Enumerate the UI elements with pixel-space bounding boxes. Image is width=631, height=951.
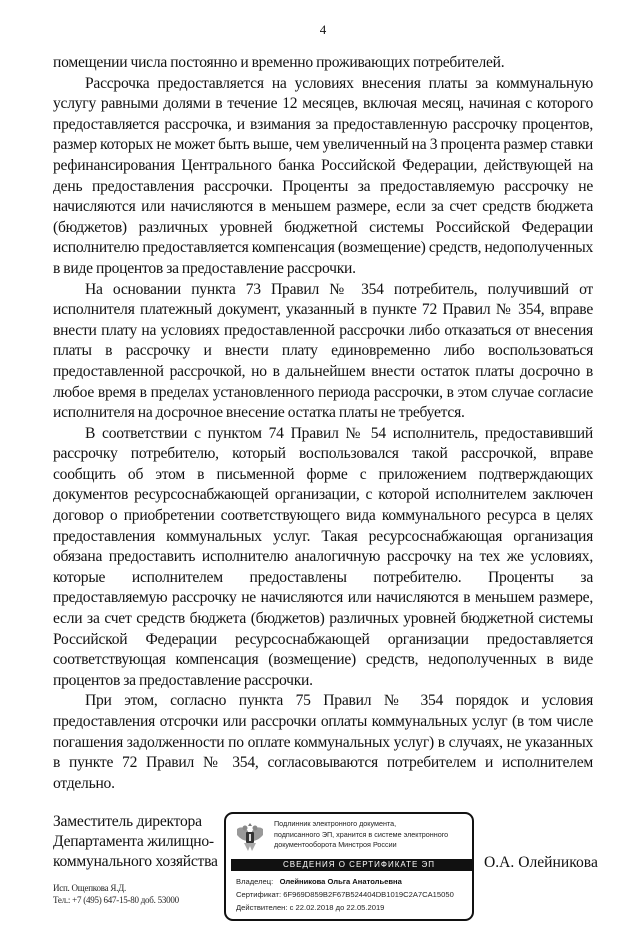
stamp-header: [274, 819, 448, 851]
paragraph: При этом, согласно пункта 75 Правил № 354 порядок и условия предоставления отсрочки или рассрочки оплаты коммунальных услуг (в том числе погашения задолженности по оплате коммунальных услуг) в случаях, не указанных в пункте 72 Правил № 354, согласовываются потребителем и исполнителем отдельно.: [53, 692, 593, 792]
page-number: 4: [319, 22, 327, 37]
validity-value: с 22.02.2018 до 22.05.2019: [289, 903, 385, 913]
paragraph: На основании пункта 73 Правил № 354 потребитель, получивший от исполнителя платежный документ, указанный в пункте 72 Правил № 354, вправе внести плату на условиях предоставленной рассрочки либо отказаться от внесения платы в рассрочку и внести плату единовременно либо воспользоваться предоставленной рассрочкой, но в дальнейшем внести остаток платы досрочно в любое время в пределах установленного периода рассрочки, в этом случае согласие исполнителя на досрочное внесение остатка платы не требуется.: [53, 280, 593, 422]
certificate-label: Сертификат:: [236, 890, 282, 900]
validity-row: [236, 901, 472, 914]
signatory-position: [53, 812, 218, 872]
certificate-info-bar: [231, 859, 472, 871]
validity-label: Действителен:: [236, 903, 288, 913]
stamp-header-line: документооборота Минстроя России: [274, 840, 397, 850]
paragraph: Рассрочка предоставляется на условиях внесения платы за коммунальную услугу равными долями в течение 12 месяцев, включая месяц, начиная с которого предоставляется рассрочка, и взимания за предоставленную рассрочку процентов, размер которых не может быть выше, чем увеличенный на 3 процента размер ставки рефинансирования Центрального банка Российской Федерации, действующей на день предоставления рассрочки. Проценты за предоставляемую рассрочку не начисляются или начисляются в меньшем размере, если за счет средств бюджета (бюджетов) различных уровней бюджетной системы Российской Федерации исполнителю предоставляется компенсация (возмещение) средств, недополученных в виде процентов за предоставление рассрочки.: [53, 74, 593, 277]
signature-block: [53, 812, 598, 921]
certificate-info-title: СВЕДЕНИЯ О СЕРТИФИКАТЕ ЭП: [283, 860, 436, 870]
certificate-row: [236, 888, 472, 901]
paragraph: помещении числа постоянно и временно проживающих потребителей.: [53, 54, 505, 71]
owner-label: Владелец:: [236, 877, 274, 887]
double-headed-eagle-emblem-icon: [234, 819, 266, 855]
owner-row: [236, 875, 472, 888]
certificate-value: 6F969D859B2F67B524404DB1019C2A7CA15050: [283, 890, 454, 900]
signatory-position-line: Департамента жилищно-: [53, 833, 214, 851]
letter-body: [53, 53, 593, 794]
certificate-details: [226, 871, 472, 914]
electronic-signature-stamp: [224, 812, 474, 921]
stamp-header-line: подписанного ЭП, хранится в системе электронного: [274, 829, 449, 839]
executor-name: Исп. Ощепкова Я.Д.: [53, 883, 126, 894]
signatory-position-line: коммунального хозяйства: [53, 853, 218, 871]
signer-name: О.А. Олейникова: [484, 854, 598, 872]
owner-value: Олейникова Ольга Анатольевна: [279, 877, 402, 887]
stamp-header-line: Подлинник электронного документа,: [274, 819, 397, 829]
paragraph: В соответствии с пунктом 74 Правил № 54 исполнитель, предоставивший рассрочку потребителю, который воспользовался такой рассрочкой, вправе сообщить об этом в письменной форме с приложением подтверждающих документов ресурсоснабжающей организации, с которой исполнителем заключен договор о приобретении соответствующего вида коммунального ресурса в целях предоставления коммунальных услуг. Такая ресурсоснабжающая организация обязана предоставить исполнителю аналогичную рассрочку на тех же условиях, которые исполнителем предоставлены потребителю. Проценты за предоставляемую рассрочку не начисляются или начисляются в меньшем размере, если за счет средств бюджета (бюджетов) различных уровней бюджетной системы Российской Федерации ресурсоснабжающей организации предоставляется соответствующая компенсация (возмещение) средств, недополученных в виде процентов за предоставление рассрочки.: [53, 424, 593, 689]
executor-contact: [53, 882, 218, 906]
executor-phone: Тел.: +7 (495) 647-15-80 доб. 53000: [53, 895, 179, 906]
signatory-info: [53, 812, 218, 906]
stamp-top: [226, 814, 472, 857]
signatory-position-line: Заместитель директора: [53, 813, 202, 831]
